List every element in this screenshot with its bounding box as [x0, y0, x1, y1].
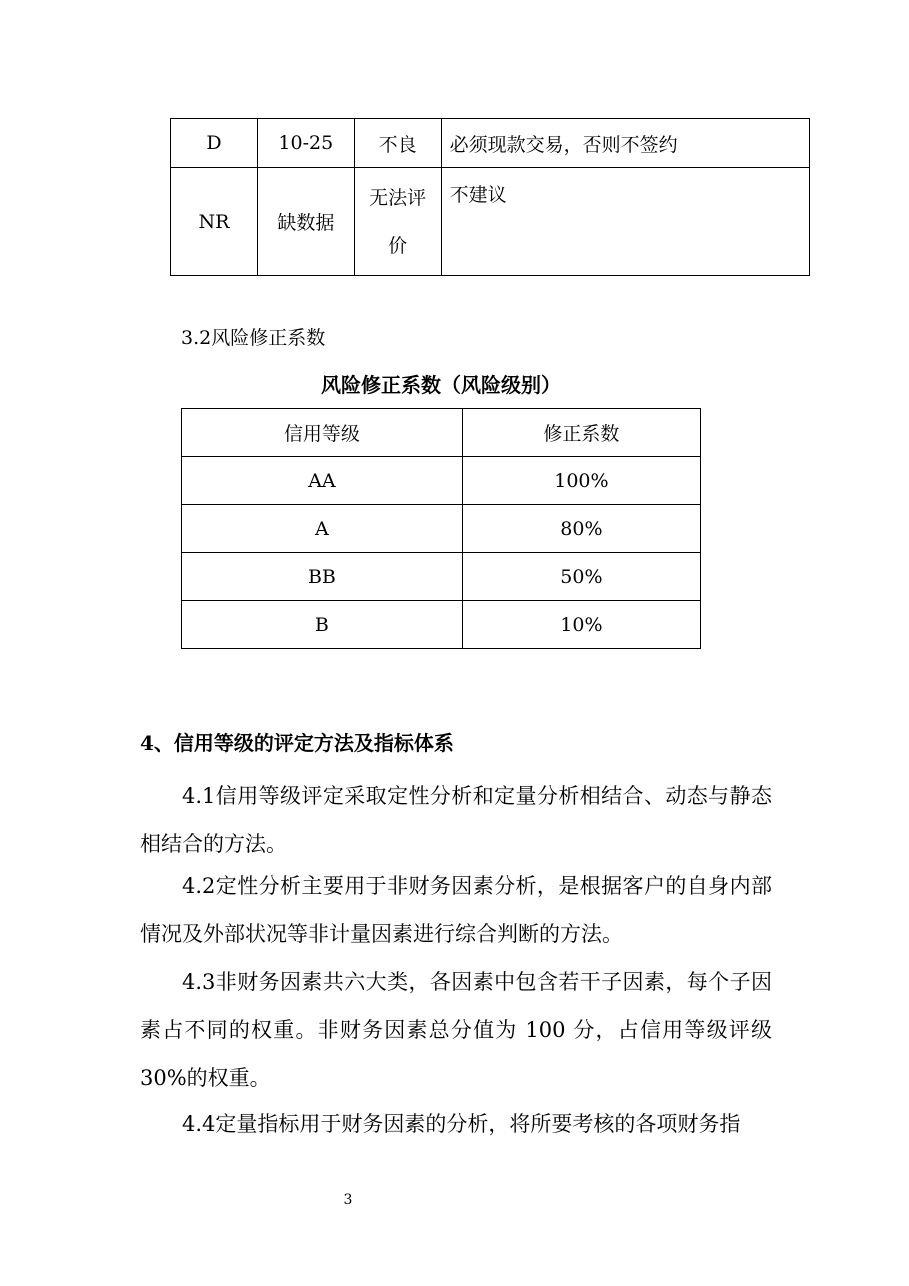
- grade-cell: AA: [182, 457, 463, 505]
- evaluation-cell: [354, 168, 441, 276]
- advice-cell: 必须现款交易，否则不签约: [441, 119, 809, 168]
- table-caption: 风险修正系数（风险级别）: [321, 373, 561, 397]
- grade-cell: B: [182, 601, 463, 649]
- table-row: [182, 457, 701, 505]
- page-number: 3: [343, 1192, 353, 1208]
- paragraph: 4.4定量指标用于财务因素的分析，将所要考核的各项财务指: [182, 1112, 741, 1136]
- grade-cell: A: [182, 505, 463, 553]
- table-header-row: [182, 409, 701, 457]
- evaluation-cell: 不良: [354, 119, 441, 168]
- table-row: [171, 119, 810, 168]
- grade-cell: NR: [171, 168, 258, 276]
- column-header: 修正系数: [462, 409, 700, 457]
- table-row: [182, 505, 701, 553]
- paragraph: 4.2定性分析主要用于非财务因素分析，是根据客户的自身内部情况及外部状况等非计量因素进行综合判断的方法。: [140, 874, 772, 946]
- coefficient-cell: 50%: [462, 553, 700, 601]
- table-row: [182, 601, 701, 649]
- score-cell: 缺数据: [257, 168, 354, 276]
- risk-coefficient-table: [181, 408, 701, 649]
- grade-cell: D: [171, 119, 258, 168]
- paragraph: 4.1信用等级评定采取定性分析和定量分析相结合、动态与静态相结合的方法。: [140, 784, 772, 856]
- table-row: [171, 168, 810, 276]
- coefficient-cell: 10%: [462, 601, 700, 649]
- section-3-2-heading: 3.2风险修正系数: [181, 327, 326, 349]
- coefficient-cell: 100%: [462, 457, 700, 505]
- grade-cell: BB: [182, 553, 463, 601]
- score-cell: 10-25: [257, 119, 354, 168]
- evaluation-line: 无法评: [369, 186, 427, 209]
- column-header: 信用等级: [182, 409, 463, 457]
- table-row: [182, 553, 701, 601]
- advice-cell: 不建议: [441, 168, 809, 276]
- paragraph: 4.3非财务因素共六大类，各因素中包含若干子因素，每个子因素占不同的权重。非财务因素总分值为 100 分，占信用等级评级30%的权重。: [140, 970, 772, 1090]
- evaluation-line: 价: [388, 234, 408, 257]
- credit-rating-table: [170, 118, 810, 276]
- coefficient-cell: 80%: [462, 505, 700, 553]
- section-4-heading: 4、信用等级的评定方法及指标体系: [140, 731, 454, 755]
